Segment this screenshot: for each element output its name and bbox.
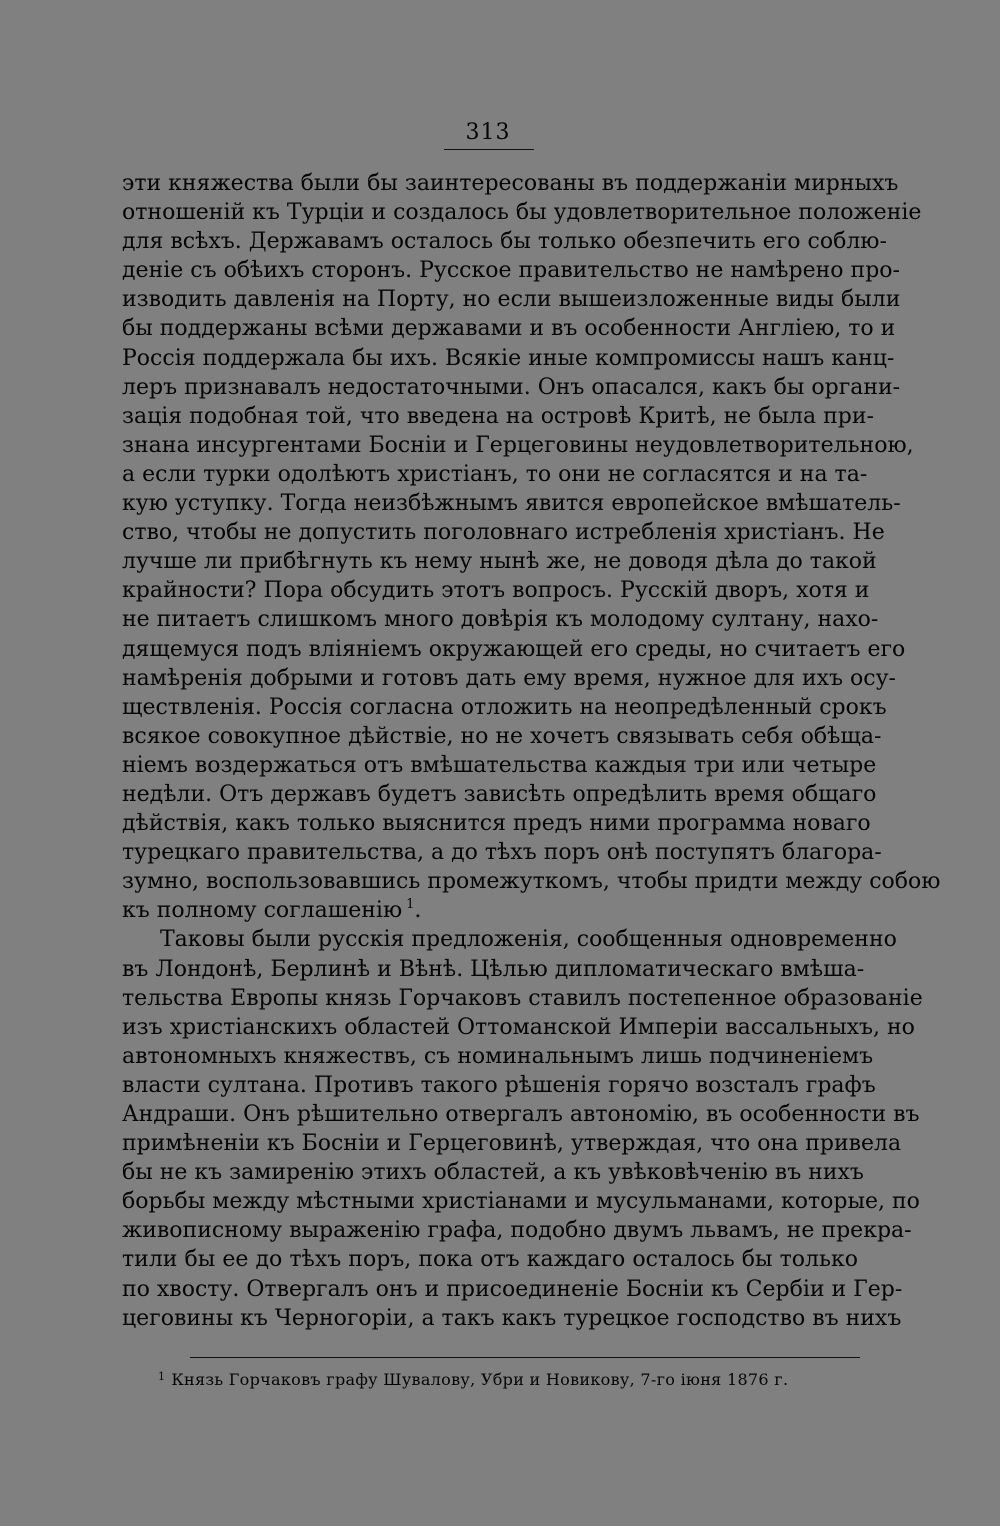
text-line: [122, 460, 868, 489]
text-line: [122, 635, 906, 664]
text-line: [122, 547, 877, 576]
text-line-content: недѣли. Отъ державъ будетъ зависѣть опредѣлить время общаго: [122, 781, 877, 807]
text-line-content: дящемуся подъ вліяніемъ окружающей его среды, но считаетъ его: [122, 636, 906, 662]
text-line-content: примѣненіи къ Босніи и Герцеговинѣ, утверждая, что она привела: [122, 1131, 902, 1157]
text-line: [122, 1275, 903, 1304]
text-line-content: деніе съ обѣихъ сторонъ. Русское правительство не намѣрено про-: [122, 258, 900, 284]
text-line-content: къ полному соглашенію: [122, 898, 403, 924]
text-line-content: леръ признавалъ недостаточными. Онъ опасался, какъ бы органи-: [122, 374, 901, 400]
footnote: [158, 1369, 858, 1391]
text-line-content: ство, чтобы не допустить поголовнаго истребленія христіанъ. Не: [122, 520, 885, 546]
text-line: [122, 722, 882, 751]
text-line-content: лучше ли прибѣгнуть къ нему нынѣ же, не доводя дѣла до такой: [122, 549, 877, 575]
text-line-content: отношеній къ Турціи и создалось бы удовлетворительное положеніе: [122, 200, 922, 226]
text-line: [122, 955, 865, 984]
text-line-content: изъ христіанскихъ областей Оттоманской Имперіи вассальныхъ, но: [122, 1014, 915, 1040]
text-line-content: живописному выраженію графа, подобно двумъ львамъ, не прекра-: [122, 1218, 912, 1244]
text-line: [122, 373, 901, 402]
text-line: [122, 664, 896, 693]
text-line-content: въ Лондонѣ, Берлинѣ и Вѣнѣ. Цѣлью дипломатическаго вмѣша-: [122, 956, 865, 982]
text-line: [122, 1304, 902, 1333]
text-line: [122, 285, 901, 314]
text-line: [122, 984, 923, 1013]
text-line-content: Андраши. Онъ рѣшительно отвергалъ автономію, въ особенности въ: [122, 1102, 920, 1127]
text-line: [122, 925, 897, 954]
text-line: [122, 896, 858, 925]
text-line-content: знана инсургентами Босніи и Герцеговины неудовлетворительною,: [122, 432, 914, 458]
text-line: [122, 1216, 912, 1245]
footnote-reference: 1: [406, 897, 415, 913]
text-line: [122, 1187, 920, 1216]
text-line-content: эти княжества были бы заинтересованы въ поддержаніи мирныхъ: [122, 171, 899, 196]
text-line-content: а если турки одолѣютъ христіанъ, то они не согласятся и на та-: [122, 461, 868, 487]
page-number: 313: [465, 120, 511, 145]
text-line: [122, 838, 882, 867]
text-line-content: Россія поддержала бы ихъ. Всякіе иные компромиссы нашъ канц-: [122, 345, 895, 371]
text-line-content: турецкаго правительства, а до тѣхъ поръ онѣ поступятъ благора-: [122, 840, 882, 866]
text-line-content: по хвосту. Отвергалъ онъ и присоединеніе Босніи къ Сербіи и Гер-: [122, 1276, 903, 1302]
text-line-content: бы не къ замиренію этихъ областей, а къ увѣковѣченію въ нихъ: [122, 1160, 864, 1186]
text-line: [122, 198, 922, 227]
text-line: [122, 1245, 858, 1274]
text-line-content: зація подобная той, что введена на островѣ Критѣ, не была при-: [122, 403, 874, 429]
text-line-content: намѣренія добрыми и готовъ дать ему время, нужное для ихъ осу-: [122, 665, 896, 691]
text-line: [122, 227, 887, 256]
text-line-content: крайности? Пора обсудить этотъ вопросъ. Русскій дворъ, хотя и: [122, 578, 870, 604]
text-line: [122, 780, 877, 809]
page-number-rule: [444, 149, 534, 150]
text-line: [122, 402, 874, 431]
text-line: [122, 605, 879, 634]
text-line: [122, 867, 941, 896]
footnote-text: Князь Горчаковъ графу Шувалову, Убри и Новикову, 7-го іюня 1876 г.: [171, 1370, 789, 1389]
text-line-content: дѣйствія, какъ только выяснится предъ ними программа новаго: [122, 811, 871, 837]
text-line-content: цеговины къ Черногоріи, а такъ какъ турецкое господство въ нихъ: [122, 1305, 902, 1331]
text-line-content: ществленія. Россія согласна отложить на неопредѣленный срокъ: [122, 694, 887, 720]
text-line-content: тельства Европы князь Горчаковъ ставилъ постепенное образованіе: [122, 985, 923, 1011]
text-line: [122, 576, 870, 605]
text-line-content: изводить давленія на Порту, но если вышеизложенные виды были: [122, 287, 901, 313]
sentence-ending: .: [414, 898, 422, 924]
text-line-content: автономныхъ княжествъ, съ номинальнымъ лишь подчиненіемъ: [122, 1043, 874, 1069]
text-line-content: Таковы были русскія предложенія, сообщенныя одновременно: [160, 927, 897, 953]
text-line: [122, 693, 887, 722]
text-line: [122, 256, 900, 285]
text-line: [122, 169, 899, 198]
text-line-content: зумно, воспользовавшись промежуткомъ, чтобы придти между собою: [122, 869, 941, 895]
text-line: [122, 344, 895, 373]
text-line: [122, 489, 901, 518]
text-line: [122, 431, 914, 460]
text-line-content: власти султана. Противъ такого рѣшенія горячо возсталъ графъ: [122, 1072, 876, 1098]
text-line: [122, 1129, 902, 1158]
text-line: [122, 314, 896, 343]
text-line-content: тили бы ее до тѣхъ поръ, пока отъ каждаго осталось бы только: [122, 1247, 858, 1273]
text-line: [122, 1158, 864, 1187]
text-line-content: для всѣхъ. Державамъ осталось бы только обезпечить его соблю-: [122, 229, 887, 255]
text-line-content: ніемъ воздержаться отъ вмѣшательства каждыя три или четыре: [122, 752, 877, 778]
text-line-content: кую уступку. Тогда неизбѣжнымъ явится европейское вмѣшатель-: [122, 491, 901, 517]
body-text: [122, 169, 941, 1333]
text-line-content: борьбы между мѣстными христіанами и мусульманами, которые, по: [122, 1189, 920, 1215]
text-line: [122, 518, 885, 547]
footnote-marker: 1: [158, 1370, 166, 1383]
text-line-content: не питаетъ слишкомъ много довѣрія къ молодому султану, нахо-: [122, 607, 879, 633]
text-line: [122, 1100, 920, 1129]
text-line: [122, 1013, 915, 1042]
text-line: [122, 1042, 874, 1071]
text-line: [122, 1071, 876, 1100]
text-line: [122, 751, 877, 780]
text-line-content: бы поддержаны всѣми державами и въ особенности Англіею, то и: [122, 316, 896, 342]
footnote-rule: [190, 1357, 860, 1358]
text-line: [122, 809, 871, 838]
text-line-content: всякое совокупное дѣйствіе, но не хочетъ связывать себя обѣща-: [122, 723, 882, 749]
